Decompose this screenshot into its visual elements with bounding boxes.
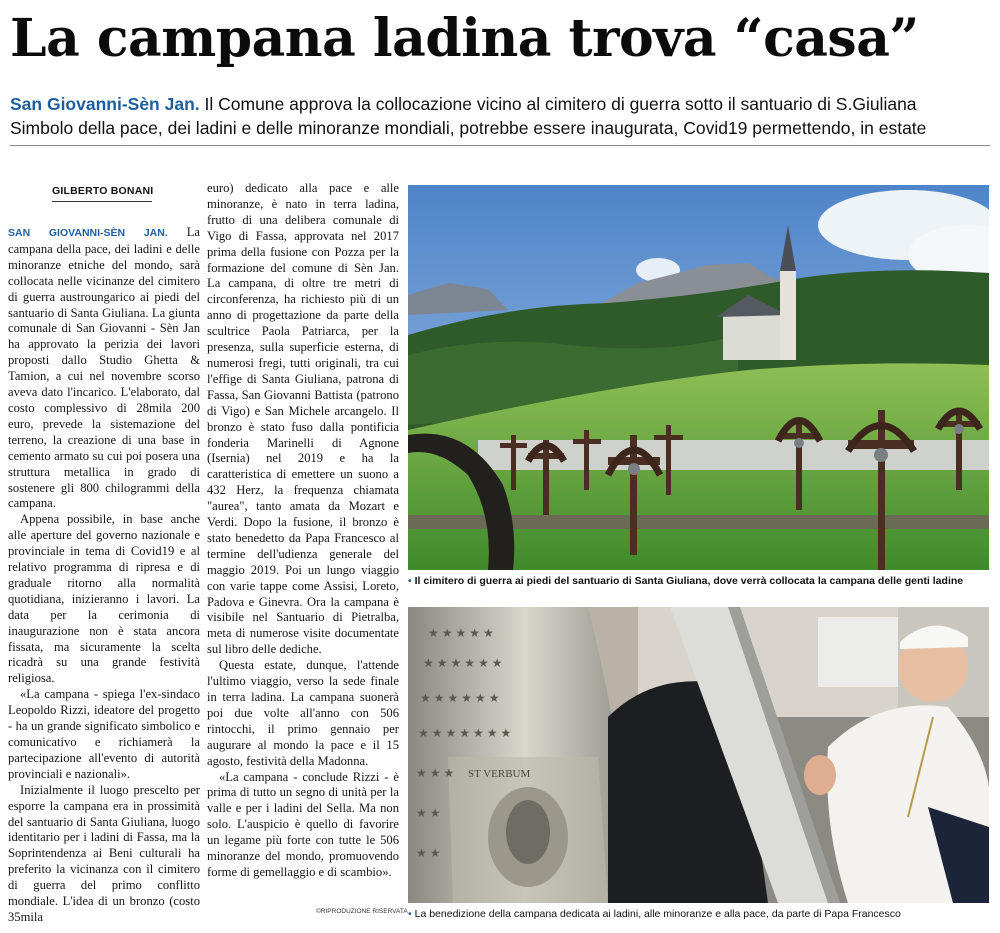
header-divider xyxy=(10,145,990,146)
svg-text:★ ★ ★ ★ ★: ★ ★ ★ ★ ★ xyxy=(428,626,494,640)
copyright-notice: ©RIPRODUZIONE RISERVATA xyxy=(316,908,408,915)
paragraph: euro) dedicato alla pace e alle minoranze, è nato in terra ladina, frutto di una delibera comunale di Vigo di Fassa, approvata nel 2017 prima della fusione con Pozza per la formazione del comune di Sèn Jan. La campana, di oltre tre metri di circonferenza, ha richiesto più di un anno di progettazione da parte della scultrice Paola Patriarca, per la presenza, sulla superficie esterna, di numerosi fregi, tutti originali, tra cui l'effige di Santa Giuliana, patrona di Fassa, San Giovanni Battista (patrono di Vigo) e San Michele arcangelo. Il bronzo è stato fuso dalla pontificia fonderia Marinelli di Agnone (Isernia) nel 2019 e ha la caratteristica di emettere un suono a 432 Herz, la frequenza chiamata "aurea", tanto amata da Mozart e Verdi. Dopo la fusione, il bronzo è stato benedetto da Papa Francesco al termine dell'udienza generale del maggio 2019. Poi un lungo viaggio con varie tappe come Assisi, Loreto, Padova e Ginevra. Ora la campana è visibile nel Santuario di Pietralba, meta di numerose visite documentate sul libro delle dediche. xyxy=(207,181,399,657)
dateline: SAN GIOVANNI-SÈN JAN. xyxy=(8,227,168,239)
svg-text:★ ★ ★ ★ ★ ★: ★ ★ ★ ★ ★ ★ xyxy=(420,691,500,705)
paragraph: La campana della pace, dei ladini e delle minoranze etniche del mondo, sarà collocata nelle vicinanze del cimitero di guerra austroungarico ai piedi del santuario di Santa Giuliana. La giunta comunale di San Giovanni - Sèn Jan ha approvato la perizia dei lavori proposti dallo Studio Ghetta & Tamion, a cui nel novembre scorso aveva dato l'incarico. L'elaborato, dal costo complessivo di 28mila 200 euro, prevede la sistemazione del terreno, la creazione di una base in cemento armato su cui poi posera una struttura metallica in grado di sostenere gli 800 chilogrammi della campana. xyxy=(8,225,200,511)
byline: GILBERTO BONANI xyxy=(52,185,154,197)
subheading-text: Il Comune approva la collocazione vicino al cimitero di guerra sotto il santuario di S.Giuliana xyxy=(199,94,917,114)
paragraph: «La campana - conclude Rizzi - è prima di tutto un segno di unità per la valle e per i ladini del Sella. Ma non solo. L'auspicio è quello di favorire un legame più forte con tutte le 506 minoranze del mondo, promuovendo forme di gemellaggio e di scambio». xyxy=(207,769,399,879)
svg-text:★ ★ ★: ★ ★ ★ xyxy=(416,766,455,780)
cemetery-photo xyxy=(408,185,989,570)
caption-cemetery xyxy=(408,575,963,587)
bell-inscription: ST VERBUM xyxy=(468,768,531,780)
caption-bullet: • xyxy=(408,575,412,587)
headline: La campana ladina trova “casa” xyxy=(10,8,919,69)
paragraph: Inizialmente il luogo prescelto per esporre la campana era in prossimità del santuario di Santa Giuliana, luogo identitario per i ladini di Fassa, ma la Soprintendenza ai Beni culturali ha preferito la vicinanza con il cimitero di guerra del primo conflitto mondiale. L'idea di un bronzo (costo 35mila xyxy=(8,782,200,924)
caption-text: Il cimitero di guerra ai piedi del santuario di Santa Giuliana, dove verrà collocata la campana delle genti ladine xyxy=(414,575,964,587)
svg-text:★ ★ ★ ★ ★ ★ ★: ★ ★ ★ ★ ★ ★ ★ xyxy=(418,726,512,740)
paragraph: «La campana - spiega l'ex-sindaco Leopoldo Rizzi, ideatore del progetto - ha un grande significato simbolico e comunicativo e richiamerà la partecipazione all'evento di autorità provinciali e nazionali». xyxy=(8,687,200,781)
article-column-1 xyxy=(8,225,200,926)
svg-text:★ ★: ★ ★ xyxy=(416,846,441,860)
paragraph: Appena possibile, in base anche alle aperture del governo nazionale e provinciale in tema di Covid19 e al relativo programma di ripresa e di graduale ritorno alla normalità quotidiana, inizieranno i lavori. La data per la cerimonia di inaugurazione non è stata ancora fissata, ma sicuramente la scelta ricadrà su una grande festività religiosa. xyxy=(8,512,200,686)
subheading-line1 xyxy=(10,92,995,116)
svg-text:★ ★: ★ ★ xyxy=(416,806,441,820)
subheading-location: San Giovanni-Sèn Jan. xyxy=(10,94,200,114)
caption-text: La benedizione della campana dedicata ai ladini, alle minoranze e alla pace, da parte di Papa Francesco xyxy=(414,908,901,920)
subheading-line2: Simbolo della pace, dei ladini e delle minoranze mondiali, potrebbe essere inaugurata, Covid19 permettendo, in estate xyxy=(10,118,927,138)
svg-text:★ ★ ★ ★ ★ ★: ★ ★ ★ ★ ★ ★ xyxy=(423,656,503,670)
caption-bullet: • xyxy=(408,908,412,920)
byline-underline xyxy=(52,201,152,202)
article-column-2 xyxy=(207,181,399,881)
bell-blessing-photo xyxy=(408,607,989,903)
paragraph: Questa estate, dunque, l'attende l'ultimo viaggio, verso la sede finale in terra ladina. La campana suonerà poi due volte all'anno con 506 rintocchi, il primo gennaio per augurare al mondo la pace e il 15 agosto, festività della Madonna. xyxy=(207,658,399,768)
caption-blessing xyxy=(408,908,901,920)
